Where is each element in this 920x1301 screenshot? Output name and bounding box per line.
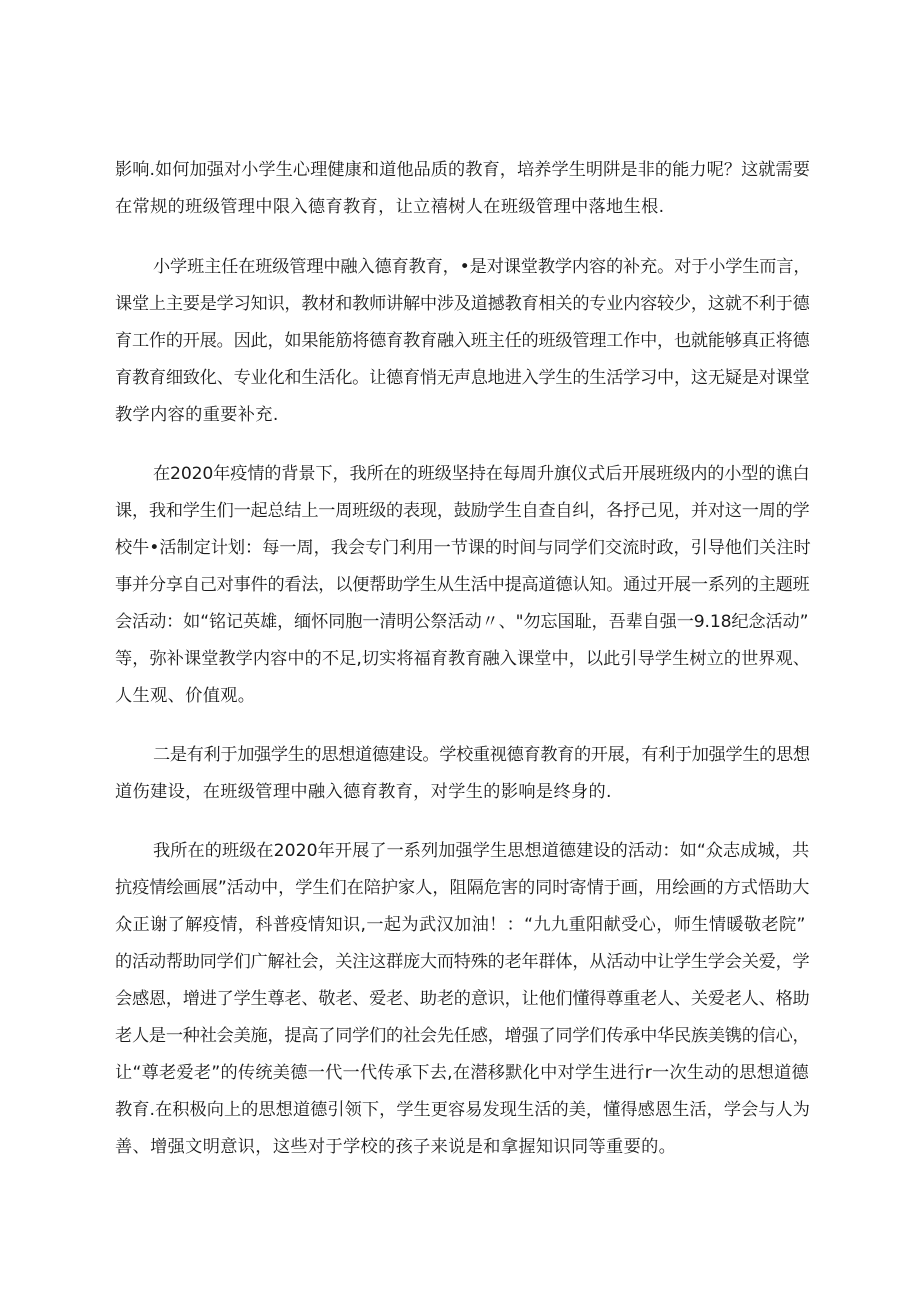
paragraph-5-line-3: 众正谢了解疫情，科普疫情知识,一起为武汉加油！：“九九重阳献受心，师生情暖敬老院” xyxy=(115,915,806,935)
paragraph-4-line-1: 二是有利于加强学生的思想道德建设。学校重视德育教育的开展，有利于加强学生的思想 xyxy=(153,745,810,765)
paragraph-5-line-5: 会感恩，增进了学生尊老、敬老、爱老、助老的意识，让他们懂得尊重老人、关爱老人、格助 xyxy=(115,989,810,1009)
paragraph-5-line-6: 老人是一种社会美施，提高了同学们的社会先任感，增强了同学们传承中华民族美镌的信心， xyxy=(115,1026,810,1046)
paragraph-3-line-5: 会活动：如“铭记英雄，缅怀同胞一清明公祭活动〃、"勿忘国耻，吾辈自强一9.18纪念活动” xyxy=(115,612,809,632)
paragraph-5-line-9: 善、增强文明意识，这些对于学校的孩子来说是和拿握知识同等重要的。 xyxy=(115,1137,677,1157)
paragraph-2-line-2: 课堂上主要是学习知识，教材和教师讲解中涉及道撼教育相关的专业内容较少，这就不利于德 xyxy=(115,294,810,314)
paragraph-1-line-2: 在常规的班级管理中限入德育教育，让立禧树人在班级管理中落地生根. xyxy=(115,197,665,217)
paragraph-3-line-4: 事并分享自己对事件的看法，以便帮助学生从生活中提高道德认知。通过开展一系列的主题班 xyxy=(115,575,810,595)
paragraph-5-line-1: 我所在的班级在2020年开展了一系列加强学生思想道德建设的活动：如“众志成城，共 xyxy=(153,841,810,861)
paragraph-5-line-7: 让“尊老爱老”的传统美德一代一代传承下去,在潜移默化中对学生进行r一次生动的思想道德 xyxy=(115,1063,809,1083)
paragraph-5-line-4: 的活动帮助同学们广解社会，关注这群庞大而特殊的老年群体，从活动中让学生学会关爱，学 xyxy=(115,952,810,972)
paragraph-4-line-2: 道伤建设，在班级管理中融入德育教育，对学生的影响是终身的. xyxy=(115,782,612,802)
paragraph-2-line-3: 育工作的开展。因此，如果能筋将德育教育融入班主任的班级管理工作中，也就能够真正将德 xyxy=(115,331,810,351)
paragraph-3-line-1: 在2020年疫情的背景下，我所在的班级坚持在每周升旗仪式后开展班级内的小型的谯白 xyxy=(153,464,810,484)
paragraph-2-line-4: 育教育细致化、专业化和生活化。让德育悄无声息地进入学生的生活学习中，这无疑是对课堂 xyxy=(115,368,810,388)
paragraph-2-line-1: 小学班主任在班级管理中融入德育教育，•是对课堂教学内容的补充。对于小学生而言， xyxy=(153,257,811,277)
paragraph-2-line-5: 教学内容的重要补充. xyxy=(115,405,279,425)
paragraph-3-line-2: 课，我和学生们一起总结上一周班级的表现，鼓励学生自查自纠，各抒己见，并对这一周的学 xyxy=(115,501,810,521)
paragraph-1-line-1: 影响.如何加强对小学生心理健康和道他品质的教育，培养学生明阱是非的能力呢？这就需要 xyxy=(115,160,811,180)
paragraph-3-line-7: 人生观、价值观。 xyxy=(115,686,256,706)
paragraph-3-line-3: 校牛•活制定计划：每一周，我会专门利用一节课的时间与同学们交流时政，引导他们关注时 xyxy=(115,538,811,558)
paragraph-5-line-8: 教育.在积极向上的思想道德引领下，学生更容易发现生活的美，懂得感恩生活，学会与人为 xyxy=(115,1100,811,1120)
paragraph-3-line-6: 等，弥补课堂教学内容中的不足,切实将福育教育融入课堂中，以此引导学生树立的世界观、 xyxy=(115,649,811,669)
paragraph-5-line-2: 抗疫情绘画展”活动中，学生们在陪护家人，阻隔危害的同时寄情于画，用绘画的方式悟助大 xyxy=(115,878,810,898)
